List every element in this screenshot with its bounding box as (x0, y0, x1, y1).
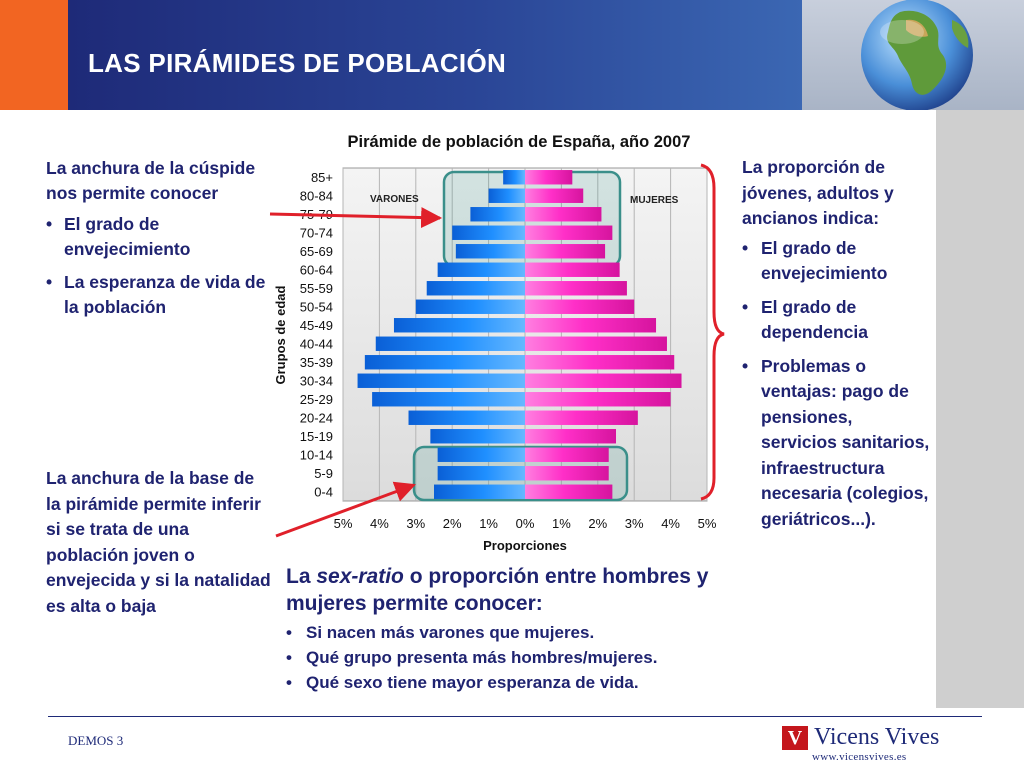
bar-female (525, 374, 682, 388)
sex-ratio-bullet: • Qué grupo presenta más hombres/mujeres. (286, 645, 756, 670)
bar-male (438, 448, 525, 462)
age-group-label: 40-44 (299, 336, 333, 352)
side-strip (936, 110, 1024, 708)
bar-male (372, 392, 525, 406)
x-tick-label: 0% (515, 516, 535, 531)
bar-male (358, 374, 525, 388)
page-title: LAS PIRÁMIDES DE POBLACIÓN (88, 48, 507, 78)
age-group-label: 85+ (310, 169, 333, 185)
bar-male (427, 281, 525, 295)
sex-ratio-bullet: • Si nacen más varones que mujeres. (286, 620, 756, 645)
bar-female (525, 318, 656, 332)
bar-male (489, 189, 525, 203)
legend-female-label: MUJERES (630, 195, 679, 206)
legend-male-label: VARONES (370, 194, 419, 205)
x-tick-label: 2% (442, 516, 462, 531)
x-tick-label: 3% (406, 516, 426, 531)
bar-female (525, 485, 612, 499)
heading-prefix: La (286, 565, 317, 588)
age-group-label: 20-24 (299, 410, 333, 426)
bar-female (525, 263, 620, 277)
bar-female (525, 392, 671, 406)
bar-female (525, 337, 667, 351)
x-tick-label: 1% (479, 516, 498, 531)
age-group-label: 80-84 (299, 188, 333, 204)
x-tick-label: 3% (624, 516, 644, 531)
cuspide-bullet: • El grado de envejecimiento (46, 212, 266, 262)
age-group-label: 25-29 (299, 391, 333, 407)
x-tick-label: 4% (661, 516, 680, 531)
x-tick-label: 2% (588, 516, 608, 531)
bar-female (525, 355, 674, 369)
chart-title: Pirámide de población de España, año 2007 (347, 133, 691, 151)
bar-female (525, 226, 612, 240)
sex-ratio-note (286, 563, 756, 695)
bar-female (525, 244, 605, 258)
proportion-bullet: • El grado de envejecimiento (742, 236, 930, 287)
age-group-label: 10-14 (299, 447, 333, 463)
bar-male (416, 300, 525, 314)
bar-male (456, 244, 525, 258)
heading-suffix: o proporción entre hombres y mujeres permite conocer: (286, 565, 709, 615)
bar-female (525, 170, 572, 184)
cuspide-note (46, 156, 266, 328)
x-tick-label: 4% (370, 516, 389, 531)
cuspide-bullet: • La esperanza de vida de la población (46, 270, 266, 320)
age-group-label: 15-19 (299, 428, 333, 444)
proportion-note (742, 155, 930, 540)
proportion-intro: La proporción de jóvenes, adultos y ancianos indica: (742, 157, 894, 228)
proportion-bullet: • El grado de dependencia (742, 295, 930, 346)
brand-name: Vicens Vives (814, 724, 940, 750)
age-labels (300, 170, 333, 500)
x-tick-labels (334, 516, 717, 531)
x-tick-label: 5% (333, 516, 353, 531)
age-group-label: 60-64 (299, 262, 333, 278)
bar-female (525, 207, 601, 221)
bar-female (525, 466, 609, 480)
age-group-label: 0-4 (314, 484, 333, 500)
bar-male (438, 466, 525, 480)
header-accent (0, 0, 68, 110)
globe-icon (802, 0, 1024, 110)
x-tick-label: 5% (697, 516, 717, 531)
bar-male (409, 411, 525, 425)
age-group-label: 70-74 (299, 225, 333, 241)
bar-female (525, 189, 583, 203)
proportion-bullet: • Problemas o ventajas: pago de pensiones, servicios sanitarios, infraestructura necesaria (colegios, geriátricos...). (742, 354, 930, 533)
age-group-label: 30-34 (299, 373, 333, 389)
heading-emphasis: sex-ratio (316, 565, 404, 588)
bar-female (525, 448, 609, 462)
y-axis-label: Grupos de edad (273, 285, 288, 385)
x-tick-label: 1% (552, 516, 571, 531)
footer-divider (48, 716, 982, 717)
bar-male (376, 337, 525, 351)
bar-female (525, 429, 616, 443)
bar-female (525, 411, 638, 425)
bar-female (525, 281, 627, 295)
slide-label: DEMOS 3 (68, 733, 124, 748)
globe-panel (802, 0, 1024, 110)
brand-url: www.vicensvives.es (812, 751, 907, 763)
age-group-label: 65-69 (299, 243, 333, 259)
population-pyramid-chart (268, 124, 732, 556)
age-group-label: 55-59 (299, 280, 333, 296)
vicens-vives-logo-icon: V (782, 726, 808, 750)
bar-male (438, 263, 525, 277)
age-group-label: 35-39 (299, 354, 333, 370)
age-group-label: 45-49 (299, 317, 333, 333)
bar-male (430, 429, 525, 443)
sex-ratio-bullet: • Qué sexo tiene mayor esperanza de vida. (286, 670, 756, 695)
bar-female (525, 300, 634, 314)
sex-ratio-heading (286, 563, 756, 617)
bar-male (452, 226, 525, 240)
bar-male (434, 485, 525, 499)
cuspide-intro: La anchura de la cúspide nos permite conocer (46, 158, 256, 203)
bar-male (470, 207, 525, 221)
bar-male (503, 170, 525, 184)
bar-male (365, 355, 525, 369)
age-group-label: 5-9 (314, 465, 333, 481)
age-group-label: 50-54 (299, 299, 333, 315)
x-axis-label: Proporciones (483, 538, 567, 553)
bar-male (394, 318, 525, 332)
base-note: La anchura de la base de la pirámide permite inferir si se trata de una población joven o envejecida y si la natalidad es alta o baja (46, 468, 271, 616)
